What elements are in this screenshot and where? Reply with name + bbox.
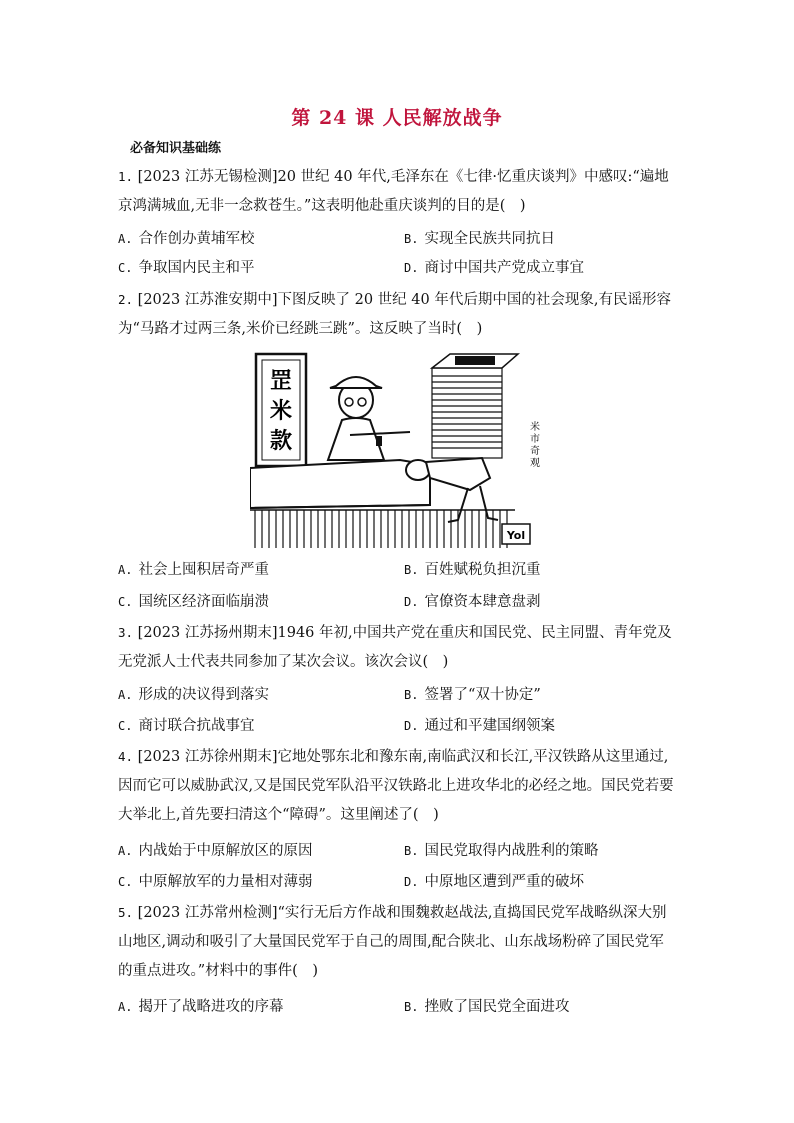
cartoon-caption-3: 奇: [530, 446, 540, 457]
cartoon-caption-4: 观: [530, 458, 540, 469]
question-number: 3.: [118, 625, 134, 640]
option-3b: B. 签署了“双十协定”: [404, 687, 541, 703]
question-number: 5.: [118, 905, 134, 920]
option-2a: A. 社会上囤积居奇严重: [118, 562, 269, 578]
shop-sign-char-1: 罡: [269, 369, 293, 394]
option-1c: C. 争取国内民主和平: [118, 260, 255, 276]
option-4d: D. 中原地区遭到严重的破坏: [404, 874, 584, 890]
question-text: [2023 江苏无锡检测]20 世纪 40 年代,毛泽东在《七律·忆重庆谈判》中感叹:“遍地京鸿满城血,无非一念救苍生。”这表明他赴重庆谈判的目的是( ): [118, 169, 669, 214]
option-1a: A. 合作创办黄埔军校: [118, 231, 255, 247]
cartoon-signature: Yol: [506, 529, 526, 542]
question-4: [118, 742, 678, 830]
question-number: 4.: [118, 749, 134, 764]
shop-sign-char-3: 款: [269, 429, 293, 454]
option-1b: B. 实现全民族共同抗日: [404, 231, 555, 247]
option-2d: D. 官僚资本肆意盘剥: [404, 594, 541, 610]
question-1: [118, 162, 678, 221]
option-3a: A. 形成的决议得到落实: [118, 687, 269, 703]
question-text: [2023 江苏扬州期末]1946 年初,中国共产党在重庆和国民党、民主同盟、青年党及无党派人士代表共同参加了某次会议。该次会议( ): [118, 625, 672, 670]
option-5a: A. 揭开了战略进攻的序幕: [118, 999, 284, 1015]
option-3c: C. 商讨联合抗战事宜: [118, 718, 255, 734]
section-heading: 必备知识基础练: [130, 141, 222, 156]
option-1d: D. 商讨中国共产党成立事宜: [404, 260, 584, 276]
option-4b: B. 国民党取得内战胜利的策略: [404, 843, 599, 859]
option-2c: C. 国统区经济面临崩溃: [118, 594, 269, 610]
market-cartoon: [250, 350, 550, 550]
shop-sign-char-2: 米: [269, 399, 293, 424]
question-3: [118, 618, 678, 677]
option-5b: B. 挫败了国民党全面进攻: [404, 999, 570, 1015]
option-3d: D. 通过和平建国纲领案: [404, 718, 555, 734]
cartoon-caption-2: 市: [530, 434, 540, 445]
lesson-title: 第 24 课 人民解放战争: [291, 107, 503, 129]
option-4c: C. 中原解放军的力量相对薄弱: [118, 874, 313, 890]
question-number: 1.: [118, 169, 134, 184]
question-2: [118, 285, 678, 344]
question-5: [118, 898, 678, 986]
question-text: [2023 江苏常州检测]“实行无后方作战和围魏救赵战法,直捣国民党军战略纵深大别山地区,调动和吸引了大量国民党军于自己的周围,配合陕北、山东战场粉碎了国民党军的重点进攻。”材料中的事件( ): [118, 905, 667, 979]
question-text: [2023 江苏徐州期末]它地处鄂东北和豫东南,南临武汉和长江,平汉铁路从这里通过,因而它可以威胁武汉,又是国民党军队沿平汉铁路北上进攻华北的必经之地。国民党若要大举北上,首先要扫清这个“障碍”。这里阐述了( ): [118, 749, 674, 823]
cartoon-caption-1: 米: [530, 422, 540, 433]
question-text: [2023 江苏淮安期中]下图反映了 20 世纪 40 年代后期中国的社会现象,有民谣形容为“马路才过两三条,米价已经跳三跳”。这反映了当时( ): [118, 292, 671, 337]
question-number: 2.: [118, 292, 134, 307]
option-4a: A. 内战始于中原解放区的原因: [118, 843, 313, 859]
option-2b: B. 百姓赋税负担沉重: [404, 562, 541, 578]
